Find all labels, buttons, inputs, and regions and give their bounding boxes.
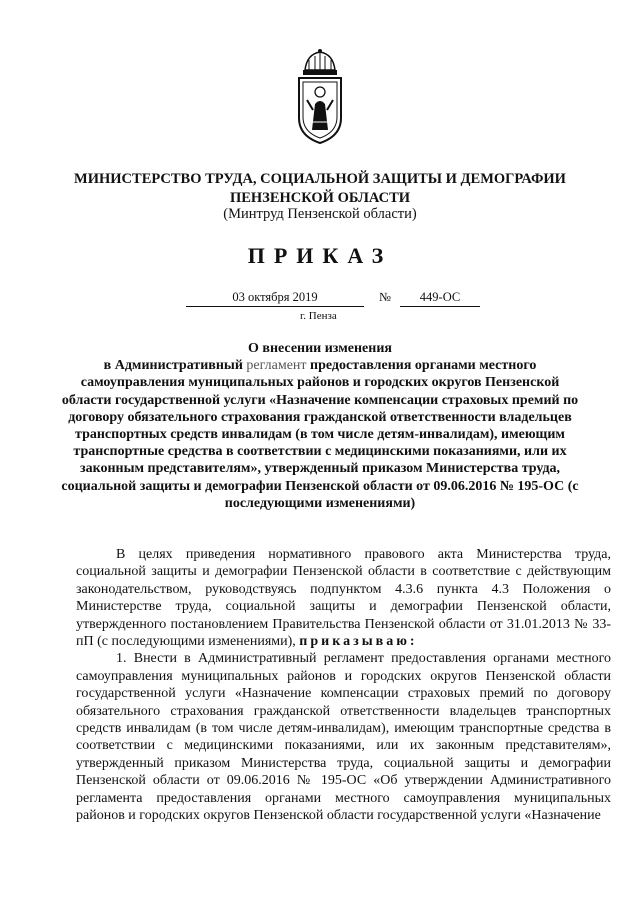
body-paragraph-2: 1. Внести в Административный регламент предоставления органами местного самоуправления муниципальных районов и городских округов Пензенской области государственной услуги «Назначение компенсации страховых премий по договору обязательного страхования гражданской ответственности владельцев транспортных средств инвалидам (в том числе детям-инвалидам), имеющим транспортные средства в соответствии с медицинскими показаниями, или их законным представителям», утвержденный приказом Министерства труда, социальной защиты и демографии Пензенской области от 09.06.2016 № 195-ОС «Об утверждении Административного регламента предоставления органами местного самоуправления муниципальных районов и городских округов Пензенской области государственной услуги «Назначение [76,651,611,824]
order-number: 449-ОС [400,290,480,307]
coat-of-arms-icon [293,48,347,146]
ministry-name-line2: ПЕНЗЕНСКОЙ ОБЛАСТИ [229,190,411,206]
number-sign: № [379,290,391,304]
order-word: приказываю: [299,634,418,650]
subject-rest: самоуправления муниципальных районов и городских округов Пензенской области государственной услуги «Назначение компенсации страховых премий по договору обязательного страхования гражданской ответственности владельцев транспортных средств инвалидам (в том числе детям-инвалидам), имеющим транспортные средства в соответствии с медицинскими показаниями, или их законным представителям», утвержденный приказом Министерства труда, социальной защиты и демографии Пензенской области от 09.06.2016 № 195-ОС (с последующими изменениями) [61,375,579,511]
ministry-name-line1: МИНИСТЕРСТВО ТРУДА, СОЦИАЛЬНОЙ ЗАЩИТЫ И ДЕМОГРАФИИ [74,171,566,187]
body-paragraph-1-text: В целях приведения нормативного правового акта Министерства труда, социальной защиты и демографии Пензенской области в соответствие с действующим законодательством, руководствуясь подпунктом 4.3.6 пункта 4.3 Положения о Министерстве труда, социальной защиты и демографии Пензенской области, утвержденного постановлением Правительства Пензенской области от 31.01.2013 № 33-пП (с последующими изменениями), [76,547,611,650]
subject-line2-b: регламент [246,358,307,374]
subject-line2 [60,357,580,374]
order-city: г. Пенза [300,310,337,322]
order-body [76,546,611,825]
order-subject [60,340,580,512]
body-paragraph-1 [76,546,611,650]
ministry-short-name: (Минтруд Пензенской области) [223,206,417,222]
document-type-title: ПРИКАЗ [247,243,393,268]
subject-line1: О внесении изменения [248,341,392,356]
order-date: 03 октября 2019 [186,290,364,307]
subject-line2-c: предоставления органами местного [306,358,537,374]
subject-line2-a: в Административный [103,358,247,374]
